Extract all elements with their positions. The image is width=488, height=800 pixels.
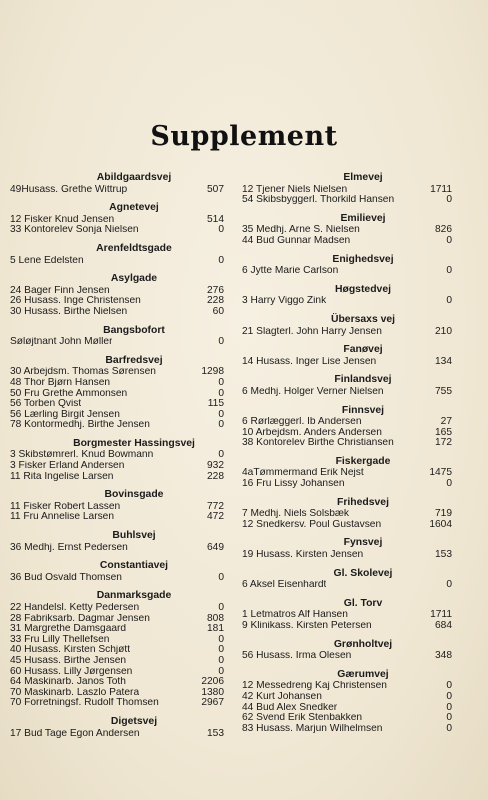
resident-entry	[10, 286, 228, 297]
street-section	[10, 439, 228, 482]
resident-value: 0	[218, 633, 224, 645]
street-heading: Frihedsvej	[337, 496, 389, 508]
resident-entry	[10, 573, 228, 584]
resident-value: 181	[207, 623, 224, 635]
resident-entry	[242, 479, 454, 490]
resident-value: 1380	[201, 686, 224, 698]
resident-value: 0	[446, 701, 452, 713]
street-heading: Gl. Torv	[343, 597, 383, 609]
resident-entry	[242, 236, 454, 247]
street-section	[10, 591, 228, 709]
resident-name: 44 Bud Gunnar Madsen	[242, 235, 351, 246]
resident-value: 172	[435, 437, 452, 449]
resident-name: 12 Messedreng Kaj Christensen	[242, 681, 387, 692]
resident-value: 153	[435, 549, 452, 561]
resident-entry	[10, 502, 228, 513]
resident-entry	[242, 185, 454, 196]
resident-entry	[242, 681, 454, 692]
resident-name: 36 Bud Osvald Thomsen	[10, 572, 122, 583]
resident-name: 6 Medhj. Holger Verner Nielsen	[242, 386, 384, 397]
resident-value: 0	[446, 722, 452, 734]
resident-value: 0	[218, 376, 224, 388]
street-section	[242, 569, 454, 591]
street-section	[10, 561, 228, 583]
street-heading: Constantiavej	[99, 560, 169, 572]
street-heading: Grønholtvej	[333, 638, 393, 650]
resident-name: 10 Arbejdsm. Anders Andersen	[242, 427, 382, 438]
resident-entry	[10, 461, 228, 472]
resident-entry	[10, 512, 228, 523]
resident-value: 932	[207, 460, 224, 472]
resident-name: 14 Husass. Inger Lise Jensen	[242, 356, 377, 367]
resident-name: Søløjtnant John Møller	[10, 337, 113, 348]
resident-value: 507	[207, 183, 224, 195]
resident-value: 0	[446, 712, 452, 724]
resident-name: 70 Maskinarb. Laszlo Patera	[10, 687, 140, 698]
resident-name: 6 Rørlæggerl. Ib Andersen	[242, 417, 362, 428]
resident-entry	[242, 225, 454, 236]
resident-name: 11 Rita Ingelise Larsen	[10, 471, 114, 482]
resident-value: 348	[435, 650, 452, 662]
resident-entry	[10, 367, 228, 378]
street-section	[10, 717, 228, 739]
resident-value: 0	[218, 571, 224, 583]
resident-name: 42 Kurt Johansen	[242, 691, 322, 702]
street-heading: Gl. Skolevej	[333, 567, 393, 579]
resident-value: 719	[435, 508, 452, 520]
resident-value: 1475	[429, 467, 452, 479]
resident-entry	[242, 610, 454, 621]
resident-name: 30 Husass. Birthe Nielsen	[10, 306, 128, 317]
street-section	[242, 498, 454, 531]
resident-entry	[10, 472, 228, 483]
resident-name: 49Husass. Grethe Wittrup	[10, 184, 128, 195]
street-section	[10, 244, 228, 266]
resident-entry	[10, 667, 228, 678]
resident-entry	[242, 713, 454, 724]
resident-value: 210	[435, 325, 452, 337]
resident-entry	[10, 410, 228, 421]
resident-name: 11 Fisker Robert Lassen	[10, 501, 121, 512]
street-heading: Borgmester Hassingsvej	[73, 437, 195, 449]
resident-entry	[242, 428, 454, 439]
resident-name: 12 Fisker Knud Jensen	[10, 214, 115, 225]
street-section	[242, 406, 454, 449]
resident-name: 44 Bud Alex Snedker	[242, 702, 338, 713]
resident-value: 0	[218, 419, 224, 431]
resident-value: 0	[446, 690, 452, 702]
resident-value: 276	[207, 284, 224, 296]
left-column	[10, 173, 228, 747]
resident-name: 40 Husass. Kirsten Schjøtt	[10, 645, 131, 656]
resident-value: 153	[207, 727, 224, 739]
resident-name: 60 Husass. Lilly Jørgensen	[10, 666, 133, 677]
resident-entry	[10, 399, 228, 410]
resident-entry	[242, 357, 454, 368]
resident-entry	[242, 580, 454, 591]
street-heading: Finlandsvej	[334, 374, 392, 386]
resident-name: 16 Fru Lissy Johansen	[242, 479, 345, 490]
resident-entry	[242, 266, 454, 277]
resident-value: 0	[446, 295, 452, 307]
resident-name: 36 Medhj. Ernst Pedersen	[10, 542, 128, 553]
resident-value: 0	[218, 224, 224, 236]
resident-entry	[10, 677, 228, 688]
resident-value: 0	[446, 265, 452, 277]
resident-name: 31 Margrethe Damsgaard	[10, 624, 127, 635]
resident-value: 0	[218, 449, 224, 461]
resident-name: 24 Bager Finn Jensen	[10, 285, 110, 296]
street-section	[10, 274, 228, 317]
resident-name: 62 Svend Erik Stenbakken	[242, 713, 363, 724]
resident-entry	[242, 387, 454, 398]
street-section	[242, 375, 454, 397]
street-section	[10, 356, 228, 431]
resident-value: 755	[435, 385, 452, 397]
street-heading: Fanøvej	[343, 344, 383, 356]
resident-entry	[10, 337, 228, 348]
resident-entry	[10, 296, 228, 307]
resident-name: 56 Lærling Birgit Jensen	[10, 409, 120, 420]
resident-entry	[242, 703, 454, 714]
resident-entry	[10, 656, 228, 667]
resident-entry	[10, 420, 228, 431]
resident-entry	[10, 256, 228, 267]
resident-value: 1711	[430, 183, 452, 195]
street-heading: Barfredsvej	[105, 354, 163, 366]
resident-name: 50 Fru Grethe Ammonsen	[10, 388, 128, 399]
resident-name: 78 Kontormedhj. Birthe Jensen	[10, 420, 150, 431]
street-section	[242, 345, 454, 367]
resident-value: 165	[435, 426, 452, 438]
resident-value: 0	[218, 602, 224, 613]
resident-name: 11 Fru Annelise Larsen	[10, 512, 115, 523]
resident-value: 228	[207, 470, 224, 482]
resident-value: 0	[218, 387, 224, 399]
street-section	[242, 285, 454, 307]
resident-name: 33 Fru Lilly Thellefsen	[10, 634, 110, 645]
resident-name: 38 Kontorelev Birthe Christiansen	[242, 438, 394, 449]
resident-entry	[242, 651, 454, 662]
resident-entry	[10, 215, 228, 226]
resident-entry	[10, 389, 228, 400]
resident-name: 9 Klinikass. Kirsten Petersen	[242, 621, 372, 631]
street-heading: Bangsbofort	[103, 324, 165, 336]
street-section	[242, 457, 454, 490]
resident-name: 4aTømmermand Erik Nejst	[242, 468, 364, 479]
resident-name: 1 Letmatros Alf Hansen	[242, 610, 348, 621]
resident-name: 26 Husass. Inge Christensen	[10, 296, 141, 307]
street-heading: Danmarksgade	[96, 590, 172, 602]
resident-name: 48 Thor Bjørn Hansen	[10, 377, 111, 388]
street-heading: Digetsvej	[110, 715, 158, 727]
resident-entry	[10, 603, 228, 614]
street-heading: Abildgaardsvej	[96, 172, 172, 183]
resident-name: 70 Forretningsf. Rudolf Thomsen	[10, 698, 159, 709]
resident-name: 54 Skibsbyggerl. Thorkild Hansen	[242, 195, 395, 206]
resident-value: 0	[218, 408, 224, 420]
street-heading: Elmevej	[343, 172, 383, 183]
resident-entry	[10, 450, 228, 461]
resident-value: 0	[446, 680, 452, 692]
resident-name: 5 Lene Edelsten	[10, 255, 84, 266]
resident-entry	[242, 438, 454, 449]
resident-value: 808	[207, 612, 224, 624]
resident-value: 1711	[430, 609, 452, 621]
resident-name: 22 Handelsl. Ketty Pedersen	[10, 603, 140, 613]
street-heading: Fiskergade	[335, 455, 391, 467]
resident-entry	[242, 296, 454, 307]
resident-entry	[10, 698, 228, 709]
resident-name: 3 Fisker Erland Andersen	[10, 461, 125, 472]
resident-entry	[242, 327, 454, 338]
street-heading: Asylgade	[110, 273, 158, 285]
resident-entry	[242, 550, 454, 561]
resident-name: 3 Harry Viggo Zink	[242, 296, 327, 307]
resident-entry	[242, 621, 454, 632]
resident-name: 28 Fabriksarb. Dagmar Jensen	[10, 613, 150, 624]
resident-value: 27	[440, 416, 452, 428]
resident-value: 2206	[201, 676, 224, 688]
resident-entry	[242, 724, 454, 735]
resident-value: 0	[446, 579, 452, 591]
resident-name: 19 Husass. Kirsten Jensen	[242, 550, 364, 561]
resident-value: 772	[207, 500, 224, 512]
resident-entry	[10, 624, 228, 635]
resident-name: 33 Kontorelev Sonja Nielsen	[10, 225, 139, 236]
street-section	[10, 531, 228, 553]
street-heading: Finnsvej	[341, 404, 385, 416]
resident-value: 0	[218, 254, 224, 266]
resident-name: 6 Aksel Eisenhardt	[242, 580, 327, 591]
resident-value: 0	[218, 665, 224, 677]
resident-value: 228	[207, 295, 224, 307]
right-column	[242, 173, 454, 742]
street-heading: Høgstedvej	[334, 283, 391, 295]
resident-entry	[10, 307, 228, 318]
page-title: Supplement	[150, 121, 338, 152]
street-section	[10, 203, 228, 236]
resident-name: 83 Husass. Marjun Wilhelmsen	[242, 723, 383, 734]
resident-value: 0	[446, 234, 452, 246]
resident-entry	[10, 729, 228, 740]
resident-entry	[10, 185, 228, 196]
resident-name: 17 Bud Tage Egon Andersen	[10, 728, 140, 739]
resident-name: 56 Husass. Irma Olesen	[242, 651, 352, 662]
street-section	[242, 640, 454, 662]
resident-entry	[242, 692, 454, 703]
street-heading: Agnetevej	[109, 202, 159, 214]
resident-value: 472	[207, 511, 224, 523]
resident-entry	[10, 614, 228, 625]
resident-value: 1604	[429, 518, 452, 530]
resident-value: 115	[207, 398, 224, 410]
street-section	[242, 255, 454, 277]
resident-value: 2967	[201, 697, 224, 709]
resident-name: 12 Tjener Niels Nielsen	[242, 184, 348, 195]
resident-entry	[10, 378, 228, 389]
resident-value: 0	[446, 478, 452, 490]
street-section	[242, 173, 454, 206]
street-section	[242, 214, 454, 247]
resident-entry	[10, 543, 228, 554]
resident-name: 56 Torben Qvist	[10, 399, 82, 410]
resident-entry	[10, 645, 228, 656]
street-section	[242, 315, 454, 337]
street-section	[10, 490, 228, 523]
resident-name: 21 Slagterl. John Harry Jensen	[242, 326, 382, 337]
resident-value: 826	[435, 224, 452, 236]
resident-value: 0	[218, 644, 224, 656]
resident-name: 3 Skibstømrerl. Knud Bowmann	[10, 450, 154, 461]
street-heading: Gærumvej	[337, 668, 389, 680]
resident-value: 684	[435, 620, 452, 631]
resident-entry	[242, 468, 454, 479]
resident-entry	[10, 225, 228, 236]
street-heading: Emilievej	[340, 212, 386, 224]
street-section	[10, 326, 228, 348]
resident-entry	[242, 417, 454, 428]
resident-value: 0	[446, 194, 452, 206]
street-heading: Fynsvej	[343, 537, 383, 549]
resident-name: 7 Medhj. Niels Solsbæk	[242, 509, 350, 520]
resident-entry	[242, 509, 454, 520]
street-heading: Bovinsgade	[104, 489, 164, 501]
resident-entry	[10, 688, 228, 699]
resident-value: 649	[207, 541, 224, 553]
resident-value: 514	[207, 213, 224, 225]
street-section	[242, 538, 454, 560]
resident-value: 1298	[201, 366, 224, 378]
resident-value: 60	[212, 305, 224, 317]
resident-name: 45 Husass. Birthe Jensen	[10, 655, 127, 666]
resident-entry	[242, 195, 454, 206]
resident-value: 134	[435, 355, 452, 367]
street-heading: Buhlsvej	[112, 530, 156, 542]
resident-name: 12 Snedkersv. Poul Gustavsen	[242, 519, 382, 530]
resident-name: 64 Maskinarb. Janos Toth	[10, 677, 126, 688]
street-heading: Enighedsvej	[332, 253, 394, 265]
resident-value: 0	[218, 654, 224, 666]
resident-name: 30 Arbejdsm. Thomas Sørensen	[10, 367, 156, 378]
street-section	[242, 599, 454, 632]
resident-name: 35 Medhj. Arne S. Nielsen	[242, 225, 360, 236]
street-section	[10, 173, 228, 195]
resident-name: 6 Jytte Marie Carlson	[242, 266, 339, 277]
resident-value: 0	[218, 336, 224, 348]
resident-entry	[242, 520, 454, 531]
resident-entry	[10, 635, 228, 646]
street-heading: Übersaxs vej	[330, 313, 396, 325]
street-heading: Arenfeldtsgade	[96, 242, 172, 254]
street-section	[242, 670, 454, 735]
